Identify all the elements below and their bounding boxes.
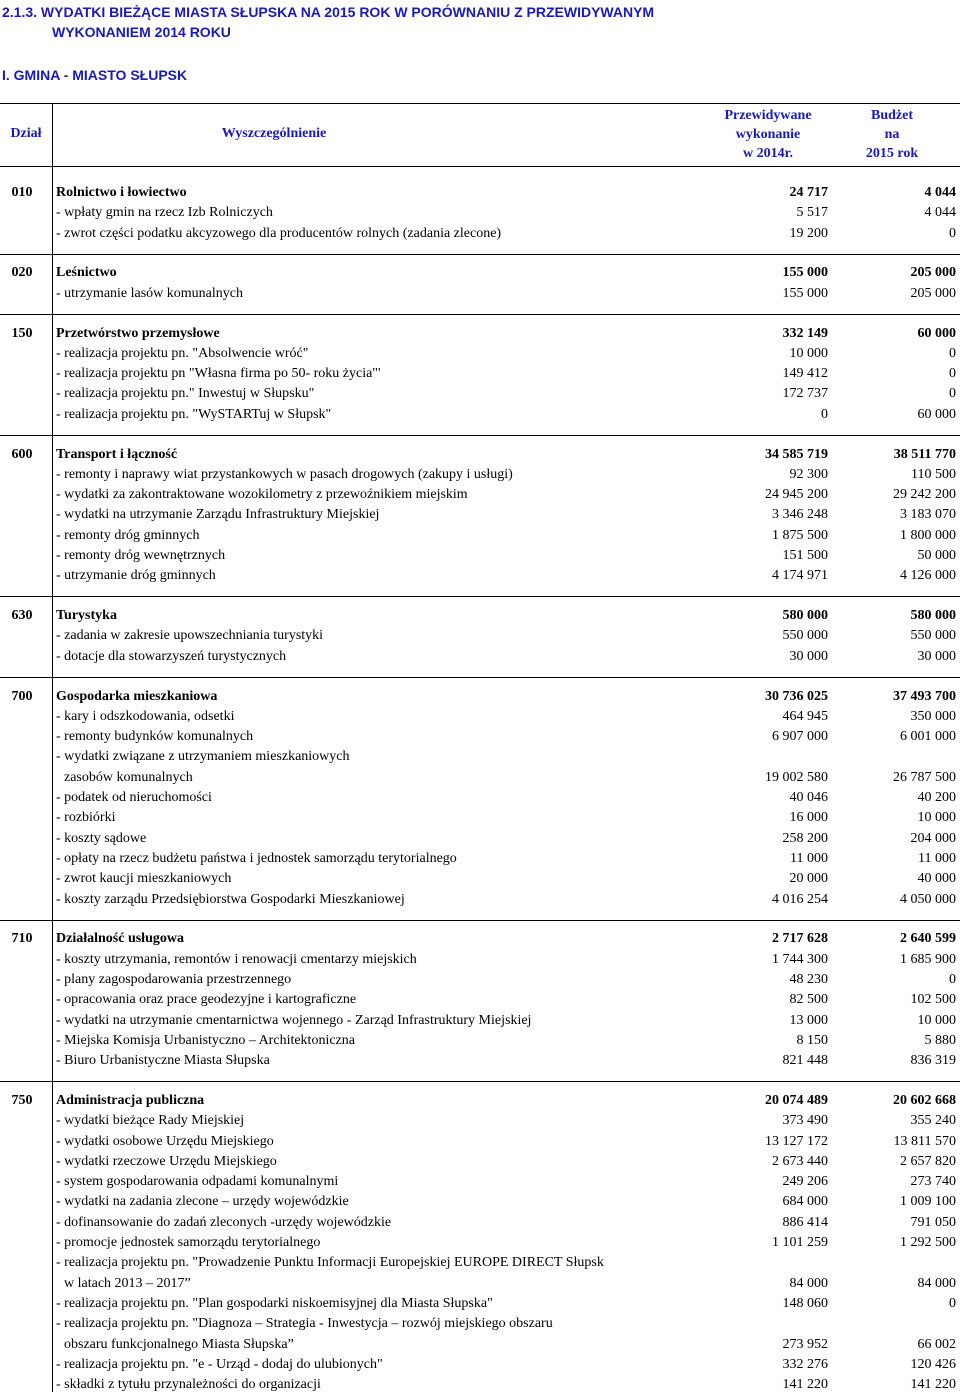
row-budget-2015: 84 000 (917, 1275, 956, 1291)
row-planned-2014: 151 500 (782, 548, 828, 563)
row-description: - promocje jednostek samorządu terytorialnego (56, 1235, 321, 1250)
row-description: - wydatki rzeczowe Urzędu Miejskiego (56, 1153, 277, 1169)
row-planned-2014: 82 500 (789, 992, 828, 1008)
section-budget-2015: 205 000 (910, 265, 956, 281)
section-row (0, 606, 960, 626)
page-title: 2.1.3. WYDATKI BIEŻĄCE MIASTA SŁUPSKA NA 2015 ROK W PORÓWNANIU Z PRZEWIDYWANYM (2, 4, 655, 20)
row-planned-2014: 3 346 248 (772, 507, 828, 523)
section-planned-2014: 332 149 (782, 325, 828, 341)
row-planned-2014: 13 000 (789, 1012, 828, 1028)
row-description: - opłaty na rzecz budżetu państwa i jednostek samorządu terytorialnego (56, 850, 457, 866)
row-description: - opracowania oraz prace geodezyjne i kartograficzne (56, 992, 357, 1008)
table-row (0, 1274, 960, 1294)
section-planned-2014: 155 000 (782, 265, 828, 281)
table-row (0, 344, 960, 364)
table-row (0, 788, 960, 808)
table-row (0, 869, 960, 889)
row-budget-2015: 204 000 (910, 830, 956, 846)
section-divider (0, 435, 960, 436)
row-description: - podatek od nieruchomości (56, 790, 212, 805)
row-description: - plany zagospodarowania przestrzennego (56, 971, 292, 987)
row-budget-2015: 10 000 (917, 1012, 956, 1028)
header-dzial: Dział (10, 126, 42, 141)
row-budget-2015: 205 000 (910, 285, 956, 301)
row-planned-2014: 1 875 500 (772, 527, 828, 543)
table-row (0, 829, 960, 849)
row-description: zasobów komunalnych (64, 769, 193, 785)
row-planned-2014: 141 220 (782, 1377, 828, 1393)
row-planned-2014: 4 174 971 (772, 568, 828, 584)
section-row (0, 183, 960, 203)
row-planned-2014: 273 952 (782, 1336, 828, 1352)
row-planned-2014: 92 300 (789, 466, 828, 482)
row-description: - realizacja projektu pn. "e - Urząd - dodaj do ulubionych" (56, 1356, 383, 1372)
row-budget-2015: 6 001 000 (900, 729, 956, 745)
header-bottom-border (0, 166, 960, 167)
row-description: - zwrot kaucji mieszkaniowych (56, 871, 232, 887)
row-description: - utrzymanie lasów komunalnych (56, 285, 244, 301)
row-budget-2015: 5 880 (924, 1032, 956, 1048)
row-budget-2015: 350 000 (910, 708, 956, 724)
section-budget-2015: 4 044 (924, 185, 956, 200)
row-planned-2014: 886 414 (782, 1214, 828, 1230)
row-description: - rozbiórki (56, 810, 116, 826)
section-budget-2015: 60 000 (917, 325, 956, 341)
table-row (0, 626, 960, 646)
row-description: - Biuro Urbanistyczne Miasta Słupska (56, 1053, 270, 1069)
section-budget-2015: 37 493 700 (893, 688, 956, 704)
section-code: 010 (11, 185, 33, 200)
row-description: - realizacja projektu pn." Inwestuj w Słupsku" (56, 386, 315, 402)
row-planned-2014: 4 016 254 (772, 891, 828, 907)
row-budget-2015: 102 500 (910, 992, 956, 1008)
row-budget-2015: 4 044 (924, 205, 956, 221)
section-name: Leśnictwo (56, 265, 117, 281)
section-name: Przetwórstwo przemysłowe (56, 325, 220, 341)
section-code: 750 (11, 1092, 33, 1108)
section-budget-2015: 20 602 668 (893, 1092, 956, 1108)
section-planned-2014: 30 736 025 (765, 688, 828, 704)
row-budget-2015: 3 183 070 (900, 507, 956, 523)
row-budget-2015: 120 426 (910, 1356, 956, 1372)
row-planned-2014: 332 276 (782, 1356, 828, 1372)
row-planned-2014: 258 200 (782, 830, 828, 846)
row-description: - realizacja projektu pn "Własna firma po 50- roku życia"' (56, 366, 381, 382)
table-row (0, 546, 960, 566)
row-planned-2014: 19 002 580 (765, 769, 828, 785)
row-description: - realizacja projektu pn. "Plan gospodarki niskoemisyjnej dla Miasta Słupska" (56, 1295, 493, 1311)
section-row (0, 929, 960, 949)
row-planned-2014: 155 000 (782, 285, 828, 301)
table-row (0, 990, 960, 1010)
row-description: - wydatki osobowe Urzędu Miejskiego (56, 1133, 274, 1149)
row-budget-2015: 0 (949, 345, 956, 361)
row-planned-2014: 149 412 (782, 366, 828, 382)
row-planned-2014: 249 206 (782, 1174, 828, 1190)
section-divider (0, 596, 960, 597)
row-budget-2015: 50 000 (917, 548, 956, 563)
table-row (0, 1051, 960, 1071)
header-description: Wyszczególnienie (221, 126, 327, 141)
row-description: - koszty sądowe (56, 830, 147, 846)
row-description: - zadania w zakresie upowszechniania turystyki (56, 628, 324, 644)
section-row (0, 445, 960, 465)
table-row (0, 970, 960, 990)
table-row (0, 1314, 960, 1334)
row-budget-2015: 30 000 (917, 648, 956, 664)
row-description: - dotacje dla stowarzyszeń turystycznych (56, 648, 287, 664)
section-row (0, 263, 960, 283)
row-description: - utrzymanie dróg gminnych (56, 568, 216, 584)
row-planned-2014: 6 907 000 (772, 729, 828, 745)
section-planned-2014: 580 000 (782, 608, 828, 624)
table-row (0, 1132, 960, 1152)
row-budget-2015: 0 (949, 386, 956, 402)
row-budget-2015: 11 000 (918, 850, 956, 866)
row-planned-2014: 24 945 200 (765, 487, 828, 503)
row-description: - wydatki związane z utrzymaniem mieszkaniowych (56, 749, 350, 765)
row-planned-2014: 2 673 440 (772, 1153, 828, 1169)
table-row (0, 526, 960, 546)
table-row (0, 203, 960, 223)
table-row (0, 505, 960, 525)
row-budget-2015: 1 009 100 (900, 1194, 956, 1210)
section-name: Turystyka (56, 608, 117, 624)
column-divider (52, 103, 53, 1392)
section-name: Administracja publiczna (56, 1092, 205, 1108)
table-row (0, 1192, 960, 1212)
row-description: - dofinansowanie do zadań zleconych -urzędy wojewódzkie (56, 1214, 392, 1230)
row-planned-2014: 19 200 (789, 225, 828, 241)
row-planned-2014: 821 448 (782, 1053, 828, 1069)
row-planned-2014: 84 000 (789, 1275, 828, 1291)
row-planned-2014: 0 (821, 406, 828, 422)
row-description: obszaru funkcjonalnego Miasta Słupska” (64, 1336, 294, 1352)
table-row (0, 1011, 960, 1031)
table-row (0, 1233, 960, 1253)
row-planned-2014: 40 046 (789, 790, 828, 805)
row-description: - remonty dróg gminnych (56, 527, 200, 543)
section-divider (0, 920, 960, 921)
table-row (0, 566, 960, 586)
section-title: I. GMINA - MIASTO SŁUPSK (2, 67, 188, 83)
section-code: 600 (11, 446, 33, 462)
row-budget-2015: 836 319 (910, 1053, 956, 1069)
row-budget-2015: 0 (949, 971, 956, 987)
row-description: - realizacja projektu pn. "Diagnoza – Strategia - Inwestycja – rozwój miejskiego obszaru (56, 1316, 553, 1332)
row-budget-2015: 2 657 820 (900, 1153, 956, 1169)
section-planned-2014: 34 585 719 (765, 446, 828, 462)
row-planned-2014: 11 000 (790, 850, 828, 866)
row-description: - wydatki na utrzymanie cmentarnictwa wojennego - Zarząd Infrastruktury Miejskiej (56, 1012, 532, 1028)
table-row (0, 808, 960, 828)
table-row (0, 1111, 960, 1131)
section-code: 630 (11, 608, 33, 624)
row-description: - realizacja projektu pn. "WySTARTuj w Słupsk" (56, 406, 332, 422)
row-description: - system gospodarowania odpadami komunalnymi (56, 1174, 339, 1190)
table-row (0, 747, 960, 767)
header-planned-2014: Przewidywane wykonanie w 2014r. (724, 108, 812, 161)
table-row (0, 485, 960, 505)
row-budget-2015: 26 787 500 (893, 769, 956, 785)
row-budget-2015: 1 685 900 (900, 951, 956, 967)
table-row (0, 1152, 960, 1172)
row-description: - składki z tytułu przynależności do organizacji (56, 1377, 321, 1393)
row-planned-2014: 373 490 (782, 1113, 828, 1129)
section-name: Transport i łączność (56, 446, 178, 462)
section-row (0, 1091, 960, 1111)
table-row (0, 364, 960, 384)
table-row (0, 1031, 960, 1051)
row-description: - zwrot części podatku akcyzowego dla producentów rolnych (zadania zlecone) (56, 225, 502, 241)
row-planned-2014: 148 060 (782, 1295, 828, 1311)
row-planned-2014: 684 000 (782, 1194, 828, 1210)
row-description: - kary i odszkodowania, odsetki (56, 708, 235, 724)
table-row (0, 1213, 960, 1233)
row-description: - remonty i naprawy wiat przystankowych w pasach drogowych (zakupy i usługi) (56, 466, 513, 482)
table-row (0, 224, 960, 244)
section-row (0, 687, 960, 707)
row-description: w latach 2013 – 2017” (64, 1275, 191, 1291)
table-row (0, 1172, 960, 1192)
section-name: Gospodarka mieszkaniowa (56, 688, 218, 704)
table-row (0, 1294, 960, 1314)
section-planned-2014: 20 074 489 (765, 1092, 828, 1108)
row-budget-2015: 141 220 (910, 1377, 956, 1393)
row-planned-2014: 1 101 259 (772, 1235, 828, 1250)
row-description: - wpłaty gmin na rzecz Izb Rolniczych (56, 205, 273, 221)
table-row (0, 1253, 960, 1273)
section-budget-2015: 2 640 599 (900, 931, 956, 947)
row-budget-2015: 40 000 (917, 871, 956, 887)
row-planned-2014: 48 230 (789, 971, 828, 987)
row-budget-2015: 4 126 000 (900, 568, 956, 584)
section-planned-2014: 2 717 628 (772, 931, 828, 947)
table-row (0, 384, 960, 404)
row-planned-2014: 8 150 (796, 1032, 828, 1048)
row-planned-2014: 464 945 (782, 708, 828, 724)
row-planned-2014: 20 000 (789, 871, 828, 887)
row-budget-2015: 550 000 (910, 628, 956, 644)
row-description: - wydatki bieżące Rady Miejskiej (56, 1113, 245, 1129)
row-budget-2015: 0 (949, 1295, 956, 1311)
table-row (0, 707, 960, 727)
row-planned-2014: 10 000 (789, 345, 828, 361)
table-row (0, 405, 960, 425)
section-divider (0, 677, 960, 678)
row-description: - realizacja projektu pn. "Prowadzenie Punktu Informacji Europejskiej EUROPE DIRECT Słupsk (56, 1255, 604, 1271)
section-name: Rolnictwo i łowiectwo (56, 185, 187, 200)
section-divider (0, 1081, 960, 1082)
row-description: - remonty dróg wewnętrznych (56, 548, 226, 563)
row-description: - Miejska Komisja Urbanistyczno – Architektoniczna (56, 1032, 355, 1048)
table-row (0, 1335, 960, 1355)
row-budget-2015: 10 000 (917, 810, 956, 826)
row-budget-2015: 355 240 (910, 1113, 956, 1129)
table-row (0, 647, 960, 667)
section-code: 020 (11, 265, 33, 281)
section-divider (0, 254, 960, 255)
row-budget-2015: 60 000 (917, 406, 956, 422)
table-row (0, 768, 960, 788)
row-budget-2015: 110 500 (911, 466, 956, 482)
table-row (0, 465, 960, 485)
row-planned-2014: 13 127 172 (765, 1133, 828, 1149)
section-divider (0, 314, 960, 315)
table-row (0, 950, 960, 970)
row-description: - wydatki na zadania zlecone – urzędy wojewódzkie (56, 1194, 349, 1210)
table-row (0, 849, 960, 869)
row-budget-2015: 791 050 (910, 1214, 956, 1230)
row-planned-2014: 172 737 (782, 386, 828, 402)
row-budget-2015: 4 050 000 (900, 891, 956, 907)
row-description: - wydatki za zakontraktowane wozokilometry z przewoźnikiem miejskim (56, 487, 468, 503)
row-planned-2014: 30 000 (789, 648, 828, 664)
row-planned-2014: 1 744 300 (772, 951, 828, 967)
row-budget-2015: 273 740 (910, 1174, 956, 1190)
table-row (0, 890, 960, 910)
section-code: 710 (11, 931, 33, 947)
row-budget-2015: 29 242 200 (893, 487, 956, 503)
row-planned-2014: 5 517 (796, 205, 828, 221)
row-description: - koszty utrzymania, remontów i renowacji cmentarzy miejskich (56, 951, 417, 967)
row-description: - koszty zarządu Przedsiębiorstwa Gospodarki Mieszkaniowej (56, 891, 405, 907)
row-budget-2015: 0 (949, 225, 956, 241)
row-budget-2015: 0 (949, 366, 956, 382)
row-budget-2015: 1 292 500 (900, 1235, 956, 1250)
table-row (0, 1355, 960, 1375)
header-budget-2015: Budżet na 2015 rok (865, 108, 919, 161)
section-budget-2015: 38 511 770 (893, 446, 956, 462)
section-row (0, 324, 960, 344)
section-name: Działalność usługowa (56, 931, 184, 947)
section-budget-2015: 580 000 (910, 608, 956, 624)
row-planned-2014: 550 000 (782, 628, 828, 644)
page-title-continued: WYKONANIEM 2014 ROKU (52, 24, 231, 40)
row-description: - wydatki na utrzymanie Zarządu Infrastruktury Miejskiej (56, 507, 380, 523)
section-code: 150 (11, 325, 33, 341)
section-code: 700 (11, 688, 33, 704)
table-row (0, 1375, 960, 1395)
row-description: - realizacja projektu pn. "Absolwencie wróć" (56, 345, 309, 361)
row-budget-2015: 13 811 570 (893, 1133, 956, 1149)
table-row (0, 727, 960, 747)
table-row (0, 284, 960, 304)
row-planned-2014: 16 000 (789, 810, 828, 826)
row-budget-2015: 1 800 000 (900, 527, 956, 543)
row-budget-2015: 40 200 (917, 790, 956, 805)
section-planned-2014: 24 717 (789, 185, 828, 200)
row-budget-2015: 66 002 (917, 1336, 956, 1352)
header-top-border (0, 103, 960, 104)
row-description: - remonty budynków komunalnych (56, 729, 254, 745)
